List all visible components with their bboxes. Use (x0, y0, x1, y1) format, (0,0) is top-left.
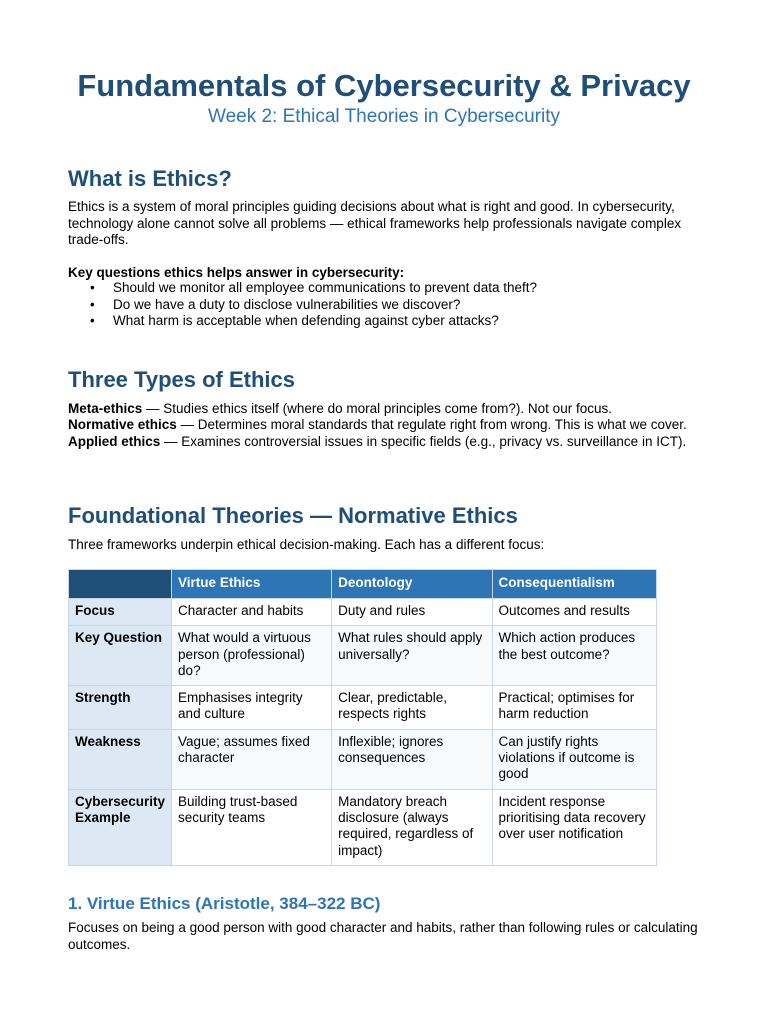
table-cell: Incident response prioritising data recovery over user notification (492, 789, 656, 865)
row-label: Weakness (69, 729, 172, 789)
column-header-consequentialism: Consequentialism (492, 570, 656, 599)
table-cell: Inflexible; ignores consequences (332, 729, 492, 789)
document-subtitle: Week 2: Ethical Theories in Cybersecurity (207, 106, 560, 127)
table-header-row (69, 570, 657, 599)
table-cell: Character and habits (172, 599, 332, 626)
theories-comparison-table (68, 569, 657, 866)
table-cell: What would a virtuous person (professional) do? (172, 626, 332, 686)
row-label: Focus (69, 599, 172, 626)
table-cell: Can justify rights violations if outcome is good (492, 729, 656, 789)
table-cell: Vague; assumes fixed character (172, 729, 332, 789)
table-cell: Building trust-based security teams (172, 789, 332, 865)
list-item: • What harm is acceptable when defending against cyber attacks? (68, 313, 537, 330)
key-questions-label: Key questions ethics helps answer in cybersecurity: (68, 265, 405, 280)
table-row (69, 686, 657, 730)
heading-virtue-ethics: 1. Virtue Ethics (Aristotle, 384–322 BC) (68, 894, 381, 913)
table-corner-cell (69, 570, 172, 599)
ethics-type-meta (68, 401, 700, 417)
table-row (69, 789, 657, 865)
row-label: Cybersecurity Example (69, 789, 172, 865)
ethics-type-applied (68, 434, 700, 450)
key-questions-list (68, 280, 537, 330)
table-row (69, 626, 657, 686)
table-cell: Mandatory breach disclosure (always required, regardless of impact) (332, 789, 492, 865)
foundational-intro: Three frameworks underpin ethical decision-making. Each has a different focus: (68, 537, 545, 552)
column-header-virtue: Virtue Ethics (172, 570, 332, 599)
table-cell: Outcomes and results (492, 599, 656, 626)
definition: — Studies ethics itself (where do moral principles come from?). Not our focus. (142, 401, 612, 416)
list-item: • Should we monitor all employee communications to prevent data theft? (68, 280, 537, 297)
row-label: Key Question (69, 626, 172, 686)
definition: — Examines controversial issues in specific fields (e.g., privacy vs. surveillance in ICT). (160, 433, 687, 449)
definition: — Determines moral standards that regulate right from wrong. This is what we cover. (176, 417, 687, 433)
term: Applied ethics (68, 433, 161, 449)
table-row (69, 729, 657, 789)
list-item: • Do we have a duty to disclose vulnerabilities we discover? (68, 297, 537, 314)
table-cell: What rules should apply universally? (332, 626, 492, 686)
table-cell: Which action produces the best outcome? (492, 626, 656, 686)
heading-what-is-ethics: What is Ethics? (68, 166, 232, 191)
row-label: Strength (69, 686, 172, 730)
term: Normative ethics (68, 417, 177, 433)
table-cell: Emphasises integrity and culture (172, 686, 332, 730)
heading-foundational-theories: Foundational Theories — Normative Ethics (68, 503, 518, 528)
column-header-deontology: Deontology (332, 570, 492, 599)
table-cell: Practical; optimises for harm reduction (492, 686, 656, 730)
table-cell: Clear, predictable, respects rights (332, 686, 492, 730)
table-row (69, 599, 657, 626)
ethics-types-list (68, 401, 700, 450)
table-cell: Duty and rules (332, 599, 492, 626)
ethics-definition-paragraph: Ethics is a system of moral principles guiding decisions about what is right and good. In cybersecurity, technology alone cannot solve all problems — ethical frameworks help professionals navigate complex trade-offs. (68, 199, 682, 247)
virtue-ethics-paragraph: Focuses on being a good person with good character and habits, rather than following rules or calculating outcomes. (68, 920, 698, 952)
heading-three-types: Three Types of Ethics (68, 367, 295, 392)
ethics-type-normative (68, 417, 700, 433)
term: Meta-ethics (68, 401, 143, 416)
document-title: Fundamentals of Cybersecurity & Privacy (77, 68, 691, 103)
